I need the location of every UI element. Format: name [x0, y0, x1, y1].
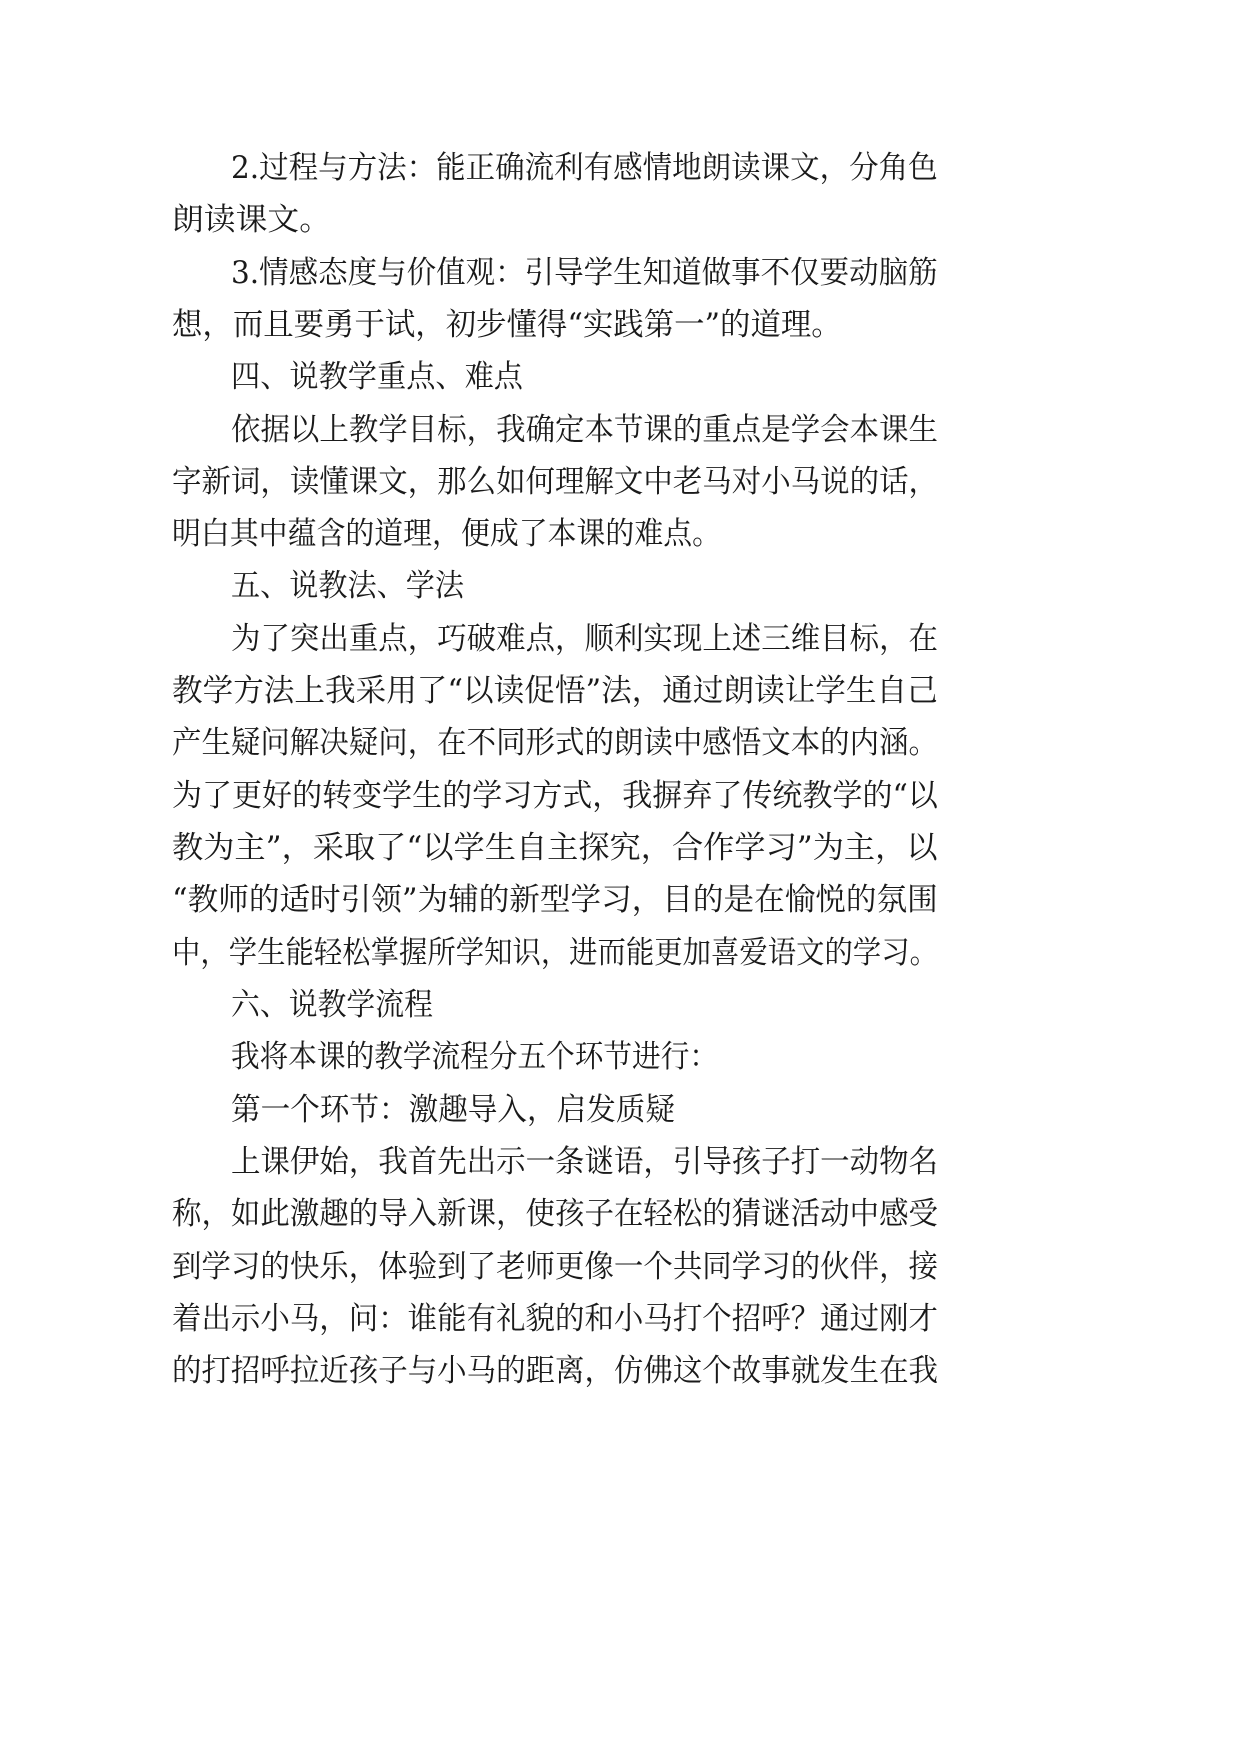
text-line: 的打招呼拉近孩子与小马的距离，仿佛这个故事就发生在我: [172, 1353, 938, 1389]
text-line: 字新词，读懂课文，那么如何理解文中老马对小马说的话，: [172, 464, 938, 500]
text-line: 教学方法上我采用了“以读促悟”法，通过朗读让学生自己: [172, 673, 938, 709]
text-line: 中，学生能轻松掌握所学知识，进而能更加喜爱语文的学习。: [172, 935, 938, 971]
text-line: 称，如此激趣的导入新课，使孩子在轻松的猜谜活动中感受: [172, 1196, 938, 1232]
text-line: 依据以上教学目标，我确定本节课的重点是学会本课生: [231, 412, 938, 448]
text-line: 着出示小马，问：谁能有礼貌的和小马打个招呼？通过刚才: [172, 1301, 938, 1337]
text-line: 2.过程与方法：能正确流利有感情地朗读课文，分角色: [231, 150, 938, 186]
text-line: 产生疑问解决疑问，在不同形式的朗读中感悟文本的内涵。: [172, 725, 938, 761]
sub-heading: 第一个环节：激趣导入，启发质疑: [231, 1092, 675, 1128]
section-heading: 五、说教法、学法: [231, 568, 464, 604]
text-line: 明白其中蕴含的道理，便成了本课的难点。: [172, 516, 721, 552]
text-line: 为了突出重点，巧破难点，顺利实现上述三维目标，在: [231, 621, 938, 657]
text-line: 到学习的快乐，体验到了老师更像一个共同学习的伙伴，接: [172, 1249, 938, 1285]
text-line: 朗读课文。: [172, 202, 331, 238]
text-line: 3.情感态度与价值观：引导学生知道做事不仅要动脑筋: [231, 255, 938, 291]
text-line: 教为主”，采取了“以学生自主探究，合作学习”为主，以: [172, 830, 938, 866]
text-line: 上课伊始，我首先出示一条谜语，引导孩子打一动物名: [231, 1144, 938, 1180]
text-line: 我将本课的教学流程分五个环节进行：: [231, 1039, 718, 1075]
text-line: 想，而且要勇于试，初步懂得“实践第一”的道理。: [172, 307, 842, 343]
section-heading: 六、说教学流程: [231, 987, 433, 1023]
text-line: “教师的适时引领”为辅的新型学习，目的是在愉悦的氛围: [172, 882, 938, 918]
text-line: 为了更好的转变学生的学习方式，我摒弃了传统教学的“以: [172, 778, 938, 814]
section-heading: 四、说教学重点、难点: [231, 359, 523, 395]
